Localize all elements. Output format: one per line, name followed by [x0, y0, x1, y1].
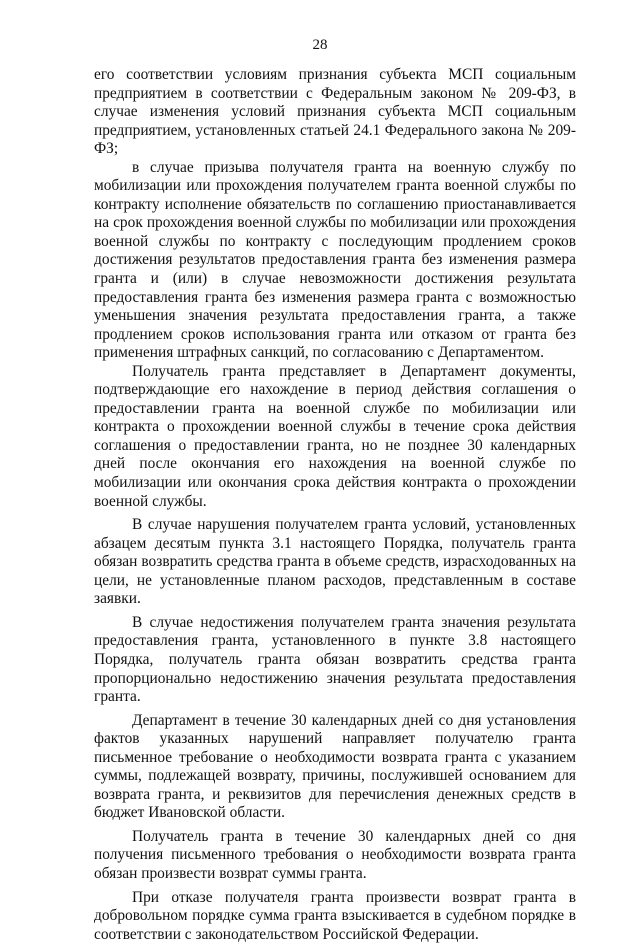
- paragraph-non-achievement: В случае недостижения получателем гранта значения результата предоставления гранта, установленного в пункте 3.8 настоящего Порядка, получатель гранта обязан возвратить средства гранта пропорционально недостижению значения результата предоставления гранта.: [94, 613, 576, 706]
- paragraph-department-requirement: Департамент в течение 30 календарных дней со дня установления фактов указанных нарушений направляет получателю гранта письменное требование о необходимости возврата гранта с указанием суммы, подлежащей возврату, причины, послужившей основанием для возврата гранта, и реквизитов для перечисления денежных средств в бюджет Ивановской области.: [94, 711, 576, 822]
- page-number: 28: [312, 37, 328, 53]
- paragraph-continuation: его соответствии условиям признания субъекта МСП социальным предприятием в соответствии с Федеральным законом № 209-ФЗ, в случае изменения условий признания субъекта МСП социальным предприятием, установленных статьей 24.1 Федерального закона № 209-ФЗ;: [94, 66, 576, 158]
- paragraph-court-recovery: При отказе получателя гранта произвести возврат гранта в добровольном порядке сумма гранта взыскивается в судебном порядке в соответствии с законодательством Российской Федерации.: [94, 888, 576, 943]
- paragraph-violation: В случае нарушения получателем гранта условий, установленных абзацем десятым пункта 3.1 настоящего Порядка, получатель гранта обязан возвратить средства гранта в объеме средств, израсходованных на цели, не установленные планом расходов, представленным в составе заявки.: [94, 516, 576, 608]
- document-body: [94, 66, 576, 944]
- paragraph-documents: Получатель гранта представляет в Департамент документы, подтверждающие его нахождение в период действия соглашения о предоставлении гранта на военной службе по мобилизации или контракта о прохождении военной службы в течение срока действия соглашения о предоставлении гранта, но не позднее 30 календарных дней после окончания его нахождения на военной службе по мобилизации или окончания срока действия контракта о прохождении военной службы.: [94, 362, 576, 510]
- paragraph-mobilization: в случае призыва получателя гранта на военную службу по мобилизации или прохождения получателем гранта военной службы по контракту исполнение обязательств по соглашению приостанавливается на срок прохождения военной службы по мобилизации или прохождения военной службы по контракту с последующим продлением сроков достижения результатов предоставления гранта без изменения размера гранта и (или) в случае невозможности достижения результата предоставления гранта без изменения размера гранта с возможностью уменьшения значения результата предоставления гранта, а также продлением сроков использования гранта или отказом от гранта без применения штрафных санкций, по согласованию с Департаментом.: [94, 158, 576, 362]
- paragraph-return-deadline: Получатель гранта в течение 30 календарных дней со дня получения письменного требования о необходимости возврата гранта обязан произвести возврат суммы гранта.: [94, 827, 576, 882]
